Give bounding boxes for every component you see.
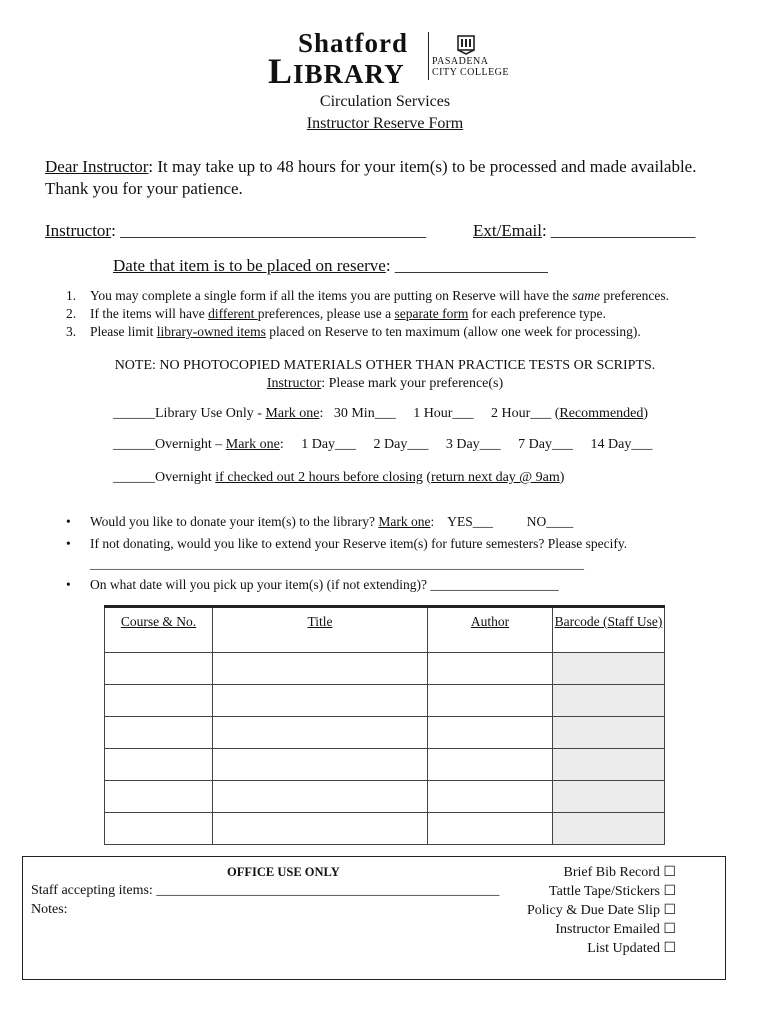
table-row [105, 781, 665, 813]
barcode-cell [553, 685, 665, 717]
course-cell[interactable] [105, 653, 213, 685]
college-shield-icon [455, 33, 477, 55]
logo-divider [428, 32, 429, 80]
note-mark-preference: Instructor: Please mark your preference(s) [266, 376, 504, 391]
course-cell[interactable] [105, 717, 213, 749]
list-item: 3. Please limit library-owned items placed on Reserve to ten maximum (allow one week for processing). [66, 324, 641, 339]
note-photocopies: NOTE: NO PHOTOCOPIED MATERIALS OTHER THAN PRACTICE TESTS OR SCRIPTS. [114, 358, 656, 373]
table-row [105, 653, 665, 685]
title-cell[interactable] [213, 781, 428, 813]
title-cell[interactable] [213, 813, 428, 845]
barcode-cell [553, 781, 665, 813]
donate-question[interactable]: • Would you like to donate your item(s) to the library? Mark one: YES___ NO____ [66, 514, 574, 529]
logo-shatford: Shatford [298, 28, 409, 58]
table-row [105, 813, 665, 845]
author-cell[interactable] [428, 653, 553, 685]
author-cell[interactable] [428, 717, 553, 749]
checklist-policy-slip[interactable]: Policy & Due Date Slip ☐ [526, 903, 676, 918]
list-item: 2. If the items will have different preferences, please use a separate form for each preference type. [66, 306, 606, 321]
title-cell[interactable] [213, 717, 428, 749]
reserve-date-field[interactable]: Date that item is to be placed on reserve: __________________ [113, 256, 548, 275]
col-title: Title [213, 607, 428, 653]
title-cell[interactable] [213, 653, 428, 685]
course-cell[interactable] [105, 685, 213, 717]
checklist-list-updated[interactable]: List Updated ☐ [587, 941, 676, 956]
staff-accepting-field[interactable]: Staff accepting items: _________________________________________________ [31, 883, 500, 898]
title-cell[interactable] [213, 749, 428, 781]
department-name: Circulation Services [319, 93, 451, 110]
list-item: 1. You may complete a single form if all the items you are putting on Reserve will have the same preferences. [66, 288, 669, 303]
table-row [105, 749, 665, 781]
checklist-tattle-tape[interactable]: Tattle Tape/Stickers ☐ [549, 884, 676, 899]
checklist-instructor-emailed[interactable]: Instructor Emailed ☐ [555, 922, 676, 937]
author-cell[interactable] [428, 813, 553, 845]
col-course: Course & No. [105, 607, 213, 653]
extend-question: • If not donating, would you like to extend your Reserve item(s) for future semesters? Please specify. [66, 536, 628, 551]
pref-overnight-closing[interactable]: ______Overnight if checked out 2 hours before closing (return next day @ 9am) [113, 470, 565, 485]
author-cell[interactable] [428, 781, 553, 813]
barcode-cell [553, 749, 665, 781]
course-cell[interactable] [105, 781, 213, 813]
form-title: Instructor Reserve Form [306, 115, 464, 132]
logo-library: LIBRARY [268, 51, 405, 91]
table-header-row [105, 607, 665, 653]
barcode-cell [553, 653, 665, 685]
author-cell[interactable] [428, 749, 553, 781]
extend-answer-line[interactable]: ____________________________________________________________________________ [90, 556, 584, 571]
college-name: PASADENA CITY COLLEGE [432, 56, 510, 78]
pref-library-use[interactable]: ______Library Use Only - Mark one: 30 Min___ 1 Hour___ 2 Hour___ (Recommended) [113, 406, 649, 421]
title-cell[interactable] [213, 685, 428, 717]
author-cell[interactable] [428, 685, 553, 717]
notes-label: Notes: [31, 902, 68, 917]
instructor-field[interactable]: Instructor: ____________________________________ [45, 221, 427, 240]
office-use-title: OFFICE USE ONLY [227, 865, 340, 879]
col-barcode: Barcode (Staff Use) [553, 607, 665, 653]
col-author: Author [428, 607, 553, 653]
barcode-cell [553, 717, 665, 749]
pickup-date-question[interactable]: • On what date will you pick up your item(s) (if not extending)? ___________________ [66, 577, 559, 592]
reserve-items-table [104, 605, 665, 845]
pref-overnight[interactable]: ______Overnight – Mark one: 1 Day___ 2 Day___ 3 Day___ 7 Day___ 14 Day___ [113, 437, 653, 452]
table-row [105, 717, 665, 749]
barcode-cell [553, 813, 665, 845]
email-field[interactable]: Ext/Email: _________________ [473, 221, 696, 240]
intro-line-2: Thank you for your patience. [45, 179, 243, 198]
checklist-bib-record[interactable]: Brief Bib Record ☐ [563, 865, 676, 880]
course-cell[interactable] [105, 813, 213, 845]
intro-line-1: Dear Instructor: It may take up to 48 hours for your item(s) to be processed and made available. [45, 157, 697, 176]
course-cell[interactable] [105, 749, 213, 781]
table-row [105, 685, 665, 717]
